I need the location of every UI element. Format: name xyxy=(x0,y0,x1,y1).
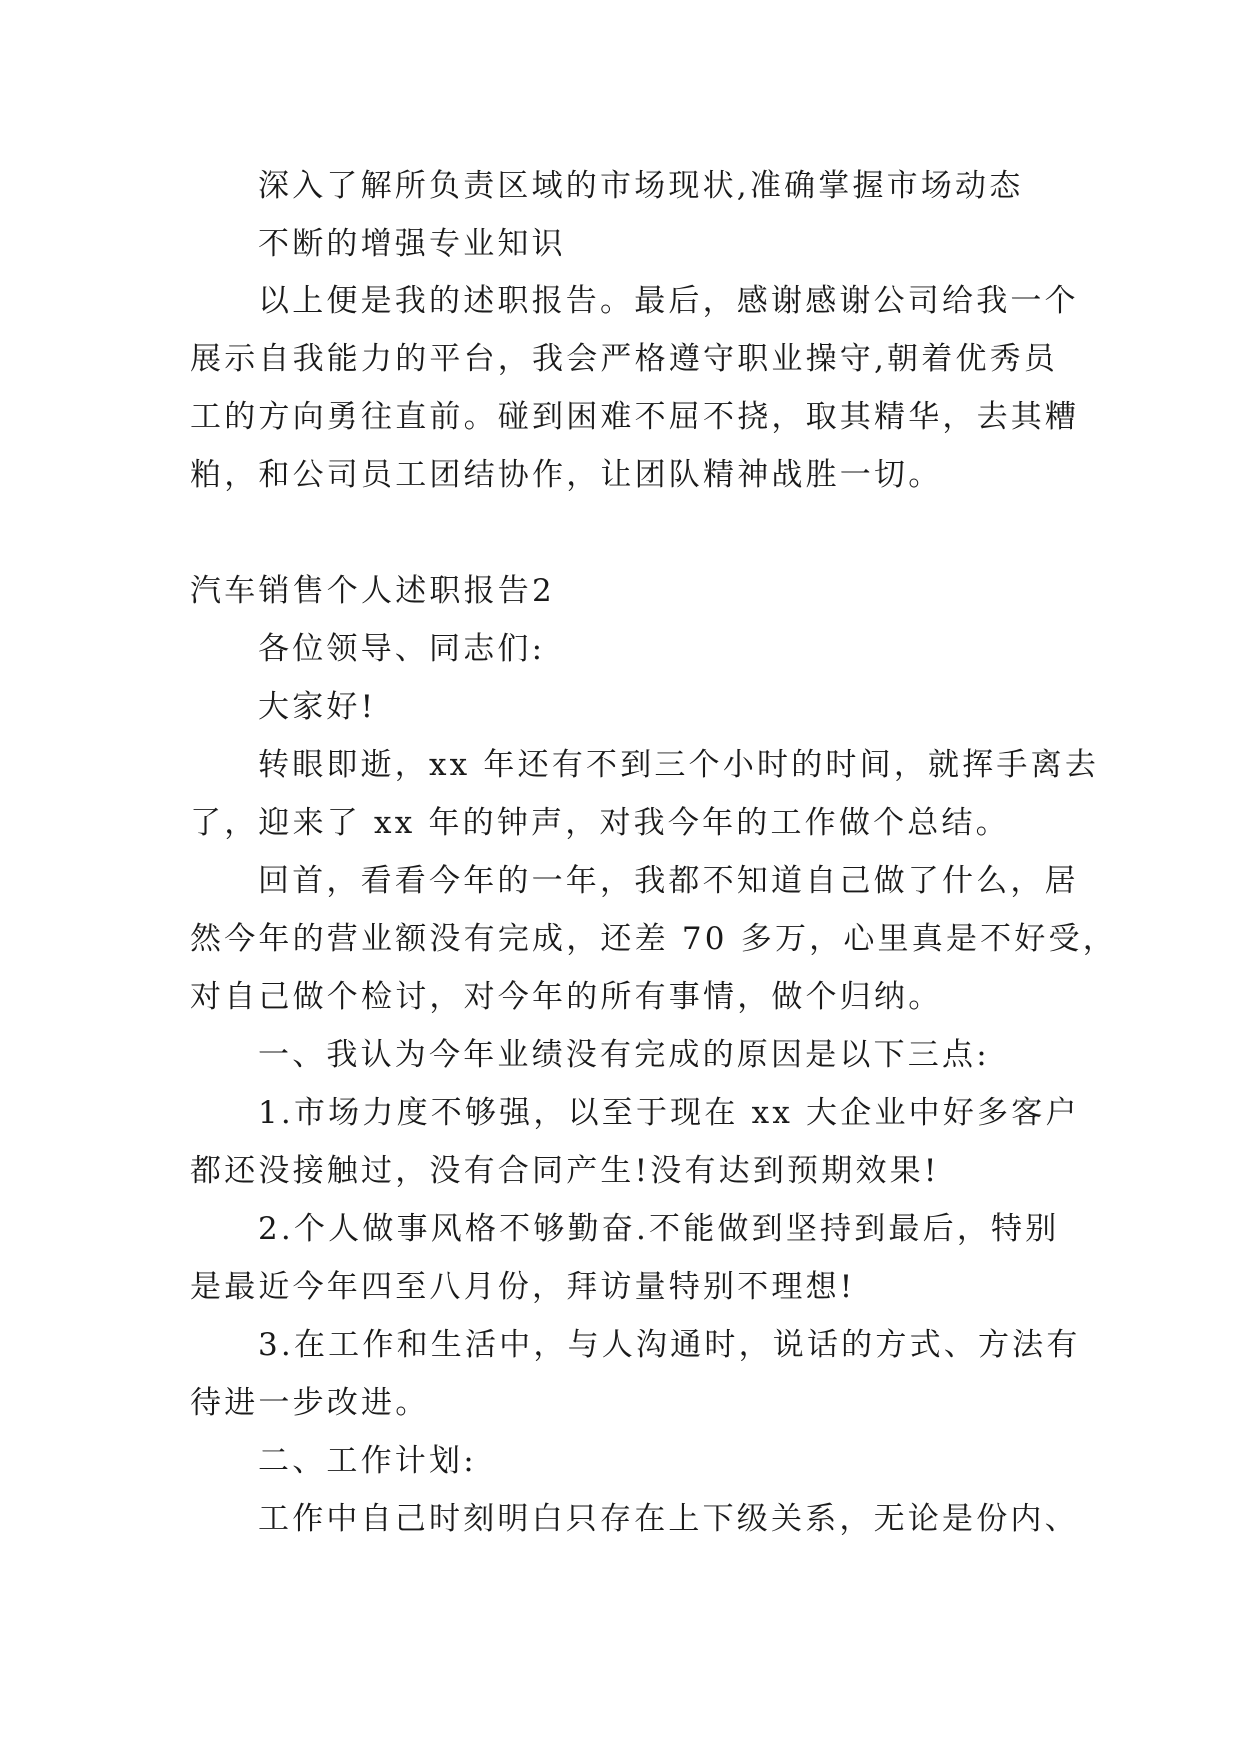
list-heading: 二、工作计划: xyxy=(258,1443,477,1479)
paragraph-line: 工的方向勇往直前。碰到困难不屈不挠，取其精华，去其糟 xyxy=(190,399,1080,435)
paragraph-line: 回首，看看今年的一年，我都不知道自己做了什么，居 xyxy=(258,863,1079,899)
list-heading: 一、我认为今年业绩没有完成的原因是以下三点: xyxy=(258,1037,990,1073)
paragraph-line: 转眼即逝，xx 年还有不到三个小时的时间，就挥手离去 xyxy=(258,747,1100,783)
salutation: 各位领导、同志们: xyxy=(258,631,546,667)
greeting: 大家好! xyxy=(258,689,377,725)
list-item-line: 3.在工作和生活中，与人沟通时，说话的方式、方法有 xyxy=(258,1327,1081,1363)
section-heading: 汽车销售个人述职报告2 xyxy=(190,573,555,609)
list-item-line: 都还没接触过，没有合同产生!没有达到预期效果! xyxy=(190,1153,940,1189)
list-item-line: 待进一步改进。 xyxy=(190,1385,430,1421)
paragraph-line: 然今年的营业额没有完成，还差 70 多万，心里真是不好受， xyxy=(190,921,1117,957)
list-item-line: 是最近今年四至八月份，拜访量特别不理想! xyxy=(190,1269,856,1305)
paragraph-line: 展示自我能力的平台，我会严格遵守职业操守,朝着优秀员 xyxy=(190,341,1059,377)
paragraph-line: 对自己做个检讨，对今年的所有事情，做个归纳。 xyxy=(190,979,943,1015)
paragraph-line: 不断的增强专业知识 xyxy=(258,226,566,262)
paragraph-line: 了，迎来了 xx 年的钟声，对我今年的工作做个总结。 xyxy=(190,805,1010,841)
paragraph-line: 粕，和公司员工团结协作，让团队精神战胜一切。 xyxy=(190,457,943,493)
paragraph-line: 以上便是我的述职报告。最后，感谢感谢公司给我一个 xyxy=(258,283,1079,319)
paragraph-line: 深入了解所负责区域的市场现状,准确掌握市场动态 xyxy=(258,168,1024,204)
paragraph-line: 工作中自己时刻明白只存在上下级关系，无论是份内、 xyxy=(258,1501,1079,1537)
list-item-line: 1.市场力度不够强，以至于现在 xx 大企业中好多客户 xyxy=(258,1095,1080,1131)
list-item-line: 2.个人做事风格不够勤奋.不能做到坚持到最后，特别 xyxy=(258,1211,1060,1247)
